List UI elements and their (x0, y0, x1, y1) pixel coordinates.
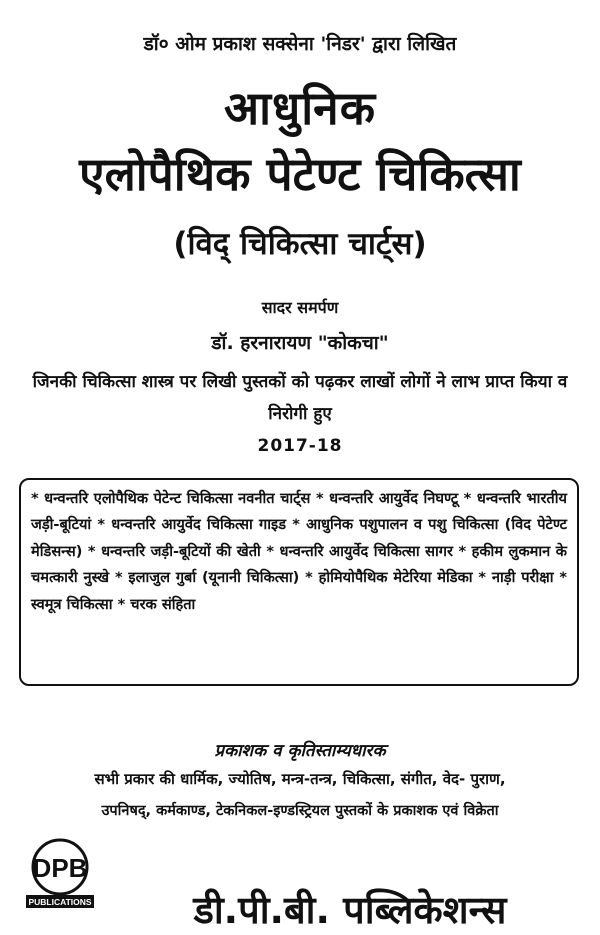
book-list-text: * धन्वन्तरि एलोपैथिक पेटेन्ट चिकित्सा नवनीत चार्ट्स * धन्वन्तरि आयुर्वेद निघण्टू * धन्वन्तरि भारतीय जड़ी-बूटियां * धन्वन्तरि आयुर्वेद चिकित्सा गाइड * आधुनिक पशुपालन व पशु चिकित्सा (विद पेटेण्ट मेडिसन्स) * धन्वन्तरि जड़ी-बूटियों की खेती * धन्वन्तरि आयुर्वेद चिकित्सा सागर * हकीम लुकमान के चमत्कारी नुस्खे * इलाजुल गुर्बा (यूनानी चिकित्सा) * होमियोपैथिक मेटेरिया मेडिका * नाड़ी परीक्षा * स्वमूत्र चिकित्सा * चरक संहिता (31, 490, 567, 613)
title-line-1: आधुनिक (223, 81, 377, 135)
dedication-text: जिनकी चिकित्सा शास्त्र पर लिखी पुस्तकों को पढ़कर लाखों लोगों ने लाभ प्राप्त किया व निरोगी हुए (32, 372, 568, 424)
subtitle: (विद् चिकित्सा चार्ट्स) (173, 226, 427, 262)
publisher-description-line-2: उपनिषद्, कर्मकाण्ड, टेकनिकल-इण्डस्ट्रियल पुस्तकों के प्रकाशक एवं विक्रेता (101, 803, 499, 819)
logo-subtext: PUBLICATIONS (28, 897, 92, 907)
author-line: डॉ० ओम प्रकाश सक्सेना 'निडर' द्वारा लिखित (143, 33, 457, 55)
dpb-logo (24, 837, 96, 909)
book-list-box (19, 478, 579, 686)
logo-text: DPB (32, 853, 88, 883)
publisher-name: डी.पी.बी. पब्लिकेशन्स (193, 888, 507, 932)
edition-year: 2017-18 (257, 436, 343, 456)
title-line-2: एलोपैथिक पेटेण्ट चिकित्सा (79, 147, 521, 201)
publisher-heading: प्रकाशक व कृतिस्ताम्यधारक (214, 741, 386, 761)
dedication-name: डॉ. हरनारायण "कोकचा" (211, 332, 389, 354)
dedication-heading: सादर समर्पण (261, 298, 339, 317)
publisher-description-line-1: सभी प्रकार की धार्मिक, ज्योतिष, मन्त्र-तन्त्र, चिकित्सा, संगीत, वेद- पुराण, (94, 770, 506, 788)
